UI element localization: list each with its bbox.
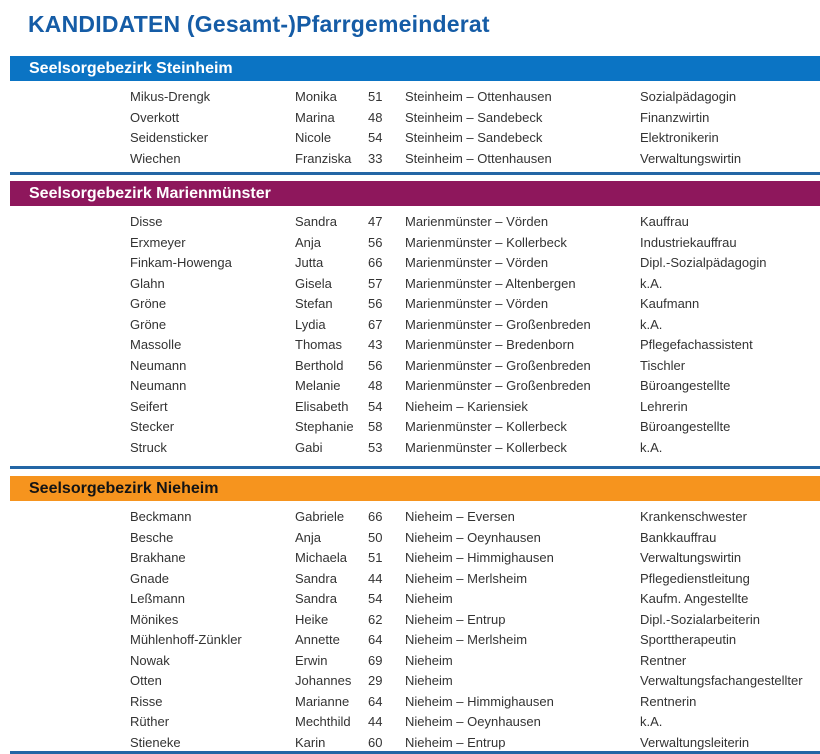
first-name-cell: Gisela	[295, 275, 332, 291]
table-row	[0, 213, 820, 234]
age-cell: 58	[368, 419, 383, 434]
last-name-cell: Struck	[130, 439, 167, 455]
age-cell: 44	[368, 714, 383, 729]
place-cell: Marienmünster – Kollerbeck	[405, 439, 567, 455]
table-row	[0, 398, 820, 419]
first-name-cell: Gabriele	[295, 509, 345, 524]
occupation-cell: k.A.	[640, 316, 663, 332]
table-row	[0, 439, 820, 460]
last-name-cell: Stieneke	[130, 734, 181, 750]
occupation-cell: Büroangestellte	[640, 419, 731, 434]
occupation-cell: Kaufmann	[640, 296, 700, 311]
occupation-cell: Krankenschwester	[640, 509, 747, 524]
first-name-cell: Heike	[295, 611, 329, 627]
table-row	[0, 652, 820, 673]
age-cell: 67	[368, 316, 383, 332]
last-name-cell: Brakhane	[130, 550, 186, 565]
place-cell: Nieheim – Oeynhausen	[405, 529, 541, 545]
first-name-cell: Melanie	[295, 378, 341, 393]
first-name-cell: Lydia	[295, 316, 326, 332]
age-cell: 54	[368, 398, 383, 414]
place-cell: Steinheim – Ottenhausen	[405, 89, 552, 104]
last-name-cell: Mönikes	[130, 611, 179, 627]
first-name-cell: Michaela	[295, 550, 348, 565]
last-name-cell: Wiechen	[130, 150, 181, 166]
table-row	[0, 611, 820, 632]
first-name-cell: Sandra	[295, 570, 337, 586]
first-name-cell: Erwin	[295, 652, 328, 668]
age-cell: 29	[368, 673, 383, 688]
last-name-cell: Gnade	[130, 570, 170, 586]
place-cell: Steinheim – Sandebeck	[405, 109, 543, 125]
first-name-cell: Annette	[295, 632, 340, 647]
age-cell: 53	[368, 439, 383, 455]
age-cell: 56	[368, 296, 383, 311]
occupation-cell: Verwaltungswirtin	[640, 550, 742, 565]
last-name-cell: Leßmann	[130, 591, 185, 606]
table-row	[0, 295, 820, 316]
sections-container	[0, 56, 820, 754]
table-row	[0, 590, 820, 611]
last-name-cell: Besche	[130, 529, 174, 545]
age-cell: 66	[368, 255, 383, 270]
first-name-cell: Jutta	[295, 255, 324, 270]
age-cell: 64	[368, 632, 383, 647]
age-cell: 48	[368, 109, 383, 125]
first-name-cell: Anja	[295, 234, 322, 250]
section-rows	[0, 206, 820, 459]
occupation-cell: k.A.	[640, 275, 663, 291]
first-name-cell: Gabi	[295, 439, 323, 455]
place-cell: Marienmünster – Vörden	[405, 214, 549, 229]
first-name-cell: Sandra	[295, 591, 337, 606]
place-cell: Marienmünster – Vörden	[405, 296, 549, 311]
table-row	[0, 508, 820, 529]
occupation-cell: Dipl.-Sozialpädagogin	[640, 255, 767, 270]
occupation-cell: Sozialpädagogin	[640, 89, 737, 104]
age-cell: 54	[368, 130, 383, 145]
table-row	[0, 234, 820, 255]
last-name-cell: Gröne	[130, 296, 167, 311]
first-name-cell: Stephanie	[295, 419, 354, 434]
last-name-cell: Gröne	[130, 316, 167, 332]
age-cell: 33	[368, 150, 383, 166]
occupation-cell: Kaufm. Angestellte	[640, 591, 749, 606]
age-cell: 56	[368, 234, 383, 250]
occupation-cell: Rentnerin	[640, 693, 697, 709]
occupation-cell: Verwaltungsleiterin	[640, 734, 750, 750]
section-divider	[10, 466, 820, 469]
occupation-cell: Tischler	[640, 357, 686, 373]
place-cell: Nieheim	[405, 652, 453, 668]
section-header-steinheim: Seelsorgebezirk Steinheim	[10, 56, 820, 81]
last-name-cell: Rüther	[130, 714, 170, 729]
first-name-cell: Monika	[295, 89, 337, 104]
first-name-cell: Marina	[295, 109, 335, 125]
age-cell: 50	[368, 529, 383, 545]
last-name-cell: Erxmeyer	[130, 234, 186, 250]
table-row	[0, 570, 820, 591]
age-cell: 57	[368, 275, 383, 291]
table-row	[0, 150, 820, 171]
place-cell: Steinheim – Ottenhausen	[405, 150, 552, 166]
table-row	[0, 316, 820, 337]
age-cell: 51	[368, 89, 383, 104]
table-row	[0, 549, 820, 570]
last-name-cell: Seidensticker	[130, 130, 209, 145]
occupation-cell: Sporttherapeutin	[640, 632, 737, 647]
last-name-cell: Risse	[130, 693, 163, 709]
last-name-cell: Mikus-Drengk	[130, 89, 211, 104]
first-name-cell: Franziska	[295, 150, 352, 166]
section-header-nieheim: Seelsorgebezirk Nieheim	[10, 476, 820, 501]
table-row	[0, 418, 820, 439]
place-cell: Marienmünster – Großenbreden	[405, 357, 591, 373]
table-row	[0, 693, 820, 714]
table-row	[0, 357, 820, 378]
table-row	[0, 336, 820, 357]
place-cell: Marienmünster – Kollerbeck	[405, 234, 567, 250]
occupation-cell: Verwaltungsfachangestellter	[640, 673, 803, 688]
table-row	[0, 88, 820, 109]
occupation-cell: k.A.	[640, 714, 663, 729]
place-cell: Nieheim – Eversen	[405, 509, 515, 524]
occupation-cell: Rentner	[640, 652, 687, 668]
age-cell: 69	[368, 652, 383, 668]
place-cell: Nieheim	[405, 591, 453, 606]
table-row	[0, 275, 820, 296]
table-row	[0, 109, 820, 130]
section-nieheim	[0, 466, 820, 754]
first-name-cell: Berthold	[295, 357, 344, 373]
last-name-cell: Mühlenhoff-Zünkler	[130, 632, 242, 647]
last-name-cell: Beckmann	[130, 509, 192, 524]
age-cell: 43	[368, 337, 383, 352]
place-cell: Nieheim – Entrup	[405, 734, 506, 750]
last-name-cell: Overkott	[130, 109, 180, 125]
occupation-cell: Dipl.-Sozialarbeiterin	[640, 611, 760, 627]
place-cell: Nieheim – Merlsheim	[405, 632, 528, 647]
section-rows	[0, 501, 820, 754]
last-name-cell: Neumann	[130, 357, 187, 373]
occupation-cell: Elektronikerin	[640, 130, 719, 145]
last-name-cell: Massolle	[130, 337, 182, 352]
first-name-cell: Johannes	[295, 673, 352, 688]
last-name-cell: Neumann	[130, 378, 187, 393]
last-name-cell: Stecker	[130, 419, 175, 434]
last-name-cell: Glahn	[130, 275, 165, 291]
last-name-cell: Otten	[130, 673, 162, 688]
occupation-cell: Industriekauffrau	[640, 234, 737, 250]
last-name-cell: Nowak	[130, 652, 170, 668]
place-cell: Nieheim – Merlsheim	[405, 570, 528, 586]
first-name-cell: Marianne	[295, 693, 350, 709]
first-name-cell: Karin	[295, 734, 326, 750]
section-marienmuenster	[0, 172, 820, 459]
table-row	[0, 713, 820, 734]
section-steinheim	[0, 56, 820, 170]
section-header-marienmuenster: Seelsorgebezirk Marienmünster	[10, 181, 820, 206]
age-cell: 54	[368, 591, 383, 606]
occupation-cell: Pflegedienstleitung	[640, 570, 750, 586]
age-cell: 44	[368, 570, 383, 586]
first-name-cell: Elisabeth	[295, 398, 349, 414]
place-cell: Marienmünster – Großenbreden	[405, 316, 591, 332]
occupation-cell: Büroangestellte	[640, 378, 731, 393]
table-row	[0, 631, 820, 652]
table-row	[0, 129, 820, 150]
occupation-cell: k.A.	[640, 439, 663, 455]
occupation-cell: Verwaltungswirtin	[640, 150, 742, 166]
first-name-cell: Anja	[295, 529, 322, 545]
place-cell: Marienmünster – Altenbergen	[405, 275, 576, 291]
occupation-cell: Pflegefachassistent	[640, 337, 753, 352]
place-cell: Nieheim – Kariensiek	[405, 398, 528, 414]
first-name-cell: Thomas	[295, 337, 342, 352]
age-cell: 60	[368, 734, 383, 750]
first-name-cell: Nicole	[295, 130, 332, 145]
place-cell: Nieheim – Himmighausen	[405, 693, 554, 709]
occupation-cell: Finanzwirtin	[640, 109, 710, 125]
first-name-cell: Stefan	[295, 296, 333, 311]
place-cell: Nieheim	[405, 673, 453, 688]
place-cell: Nieheim – Himmighausen	[405, 550, 554, 565]
occupation-cell: Lehrerin	[640, 398, 688, 414]
page-title: KANDIDATEN (Gesamt-)Pfarrgemeinderat	[28, 11, 490, 37]
place-cell: Marienmünster – Bredenborn	[405, 337, 575, 352]
table-row	[0, 377, 820, 398]
first-name-cell: Sandra	[295, 214, 337, 229]
table-row	[0, 672, 820, 693]
place-cell: Marienmünster – Großenbreden	[405, 378, 591, 393]
place-cell: Marienmünster – Vörden	[405, 255, 549, 270]
place-cell: Marienmünster – Kollerbeck	[405, 419, 567, 434]
age-cell: 56	[368, 357, 383, 373]
age-cell: 64	[368, 693, 383, 709]
last-name-cell: Seifert	[130, 398, 168, 414]
age-cell: 47	[368, 214, 383, 229]
occupation-cell: Bankkauffrau	[640, 529, 717, 545]
section-rows	[0, 81, 820, 170]
occupation-cell: Kauffrau	[640, 214, 689, 229]
age-cell: 48	[368, 378, 383, 393]
age-cell: 66	[368, 509, 383, 524]
age-cell: 62	[368, 611, 383, 627]
first-name-cell: Mechthild	[295, 714, 351, 729]
place-cell: Nieheim – Entrup	[405, 611, 506, 627]
place-cell: Nieheim – Oeynhausen	[405, 714, 541, 729]
table-row	[0, 529, 820, 550]
age-cell: 51	[368, 550, 383, 565]
section-divider	[10, 172, 820, 175]
table-row	[0, 254, 820, 275]
last-name-cell: Disse	[130, 214, 163, 229]
place-cell: Steinheim – Sandebeck	[405, 130, 543, 145]
last-name-cell: Finkam-Howenga	[130, 255, 232, 270]
